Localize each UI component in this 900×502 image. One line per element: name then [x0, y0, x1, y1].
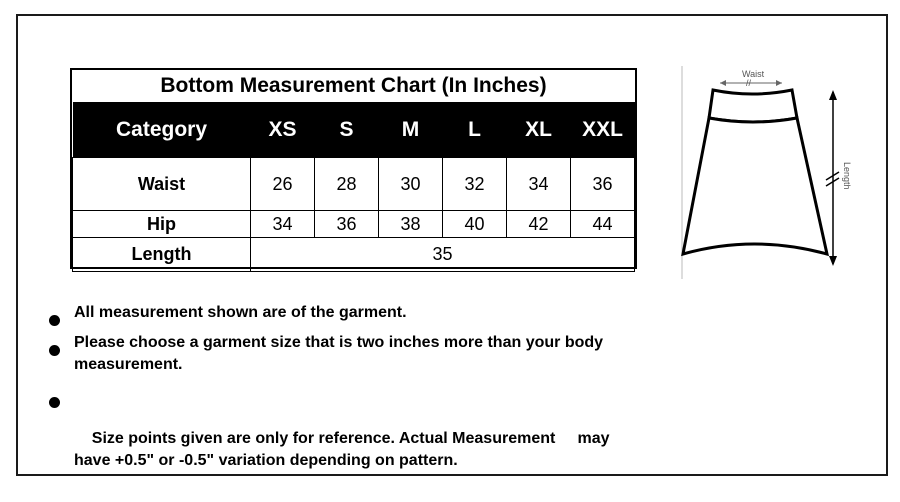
table-cell: 28: [315, 158, 379, 211]
row-label: Length: [73, 238, 251, 272]
header-size: XL: [507, 103, 571, 158]
table-cell: 30: [379, 158, 443, 211]
row-label: Waist: [73, 158, 251, 211]
table-cell: 26: [251, 158, 315, 211]
header-size: L: [443, 103, 507, 158]
header-row: [73, 103, 635, 158]
waist-label: Waist: [742, 69, 765, 79]
table-row-length: [73, 238, 635, 272]
header-category: Category: [73, 103, 251, 158]
table-cell: 34: [507, 158, 571, 211]
list-item: [46, 384, 646, 494]
chart-title-row: [73, 70, 635, 103]
notes-list: [46, 302, 646, 502]
table-cell: 36: [315, 211, 379, 238]
table-cell: 36: [571, 158, 635, 211]
bullet-icon: [49, 345, 60, 356]
header-size: XXL: [571, 103, 635, 158]
table-row-waist: [73, 158, 635, 211]
note-text: Size points given are only for reference. Actual Measurement may have +0.5" or -0.5" variation depending on pattern.: [74, 430, 615, 469]
table-row-hip: [73, 211, 635, 238]
skirt-diagram: [680, 64, 860, 284]
list-item: [46, 332, 646, 376]
table-cell: 35: [251, 238, 635, 272]
table-cell: 38: [379, 211, 443, 238]
row-label: Hip: [73, 211, 251, 238]
header-size: XS: [251, 103, 315, 158]
waist-tick: //: [746, 78, 752, 88]
table-cell: 42: [507, 211, 571, 238]
table-cell: 40: [443, 211, 507, 238]
list-item: [46, 302, 646, 324]
header-size: M: [379, 103, 443, 158]
length-label: Length: [842, 162, 852, 190]
measurement-table: [72, 70, 635, 272]
measurement-chart: [70, 68, 637, 269]
table-cell: 34: [251, 211, 315, 238]
header-size: S: [315, 103, 379, 158]
table-cell: 32: [443, 158, 507, 211]
note-text: All measurement shown are of the garment.: [74, 304, 407, 321]
bullet-icon: [49, 397, 60, 408]
bullet-icon: [49, 315, 60, 326]
table-cell: 44: [571, 211, 635, 238]
chart-title: Bottom Measurement Chart (In Inches): [73, 70, 635, 103]
note-text: Please choose a garment size that is two inches more than your body measurement.: [74, 334, 604, 373]
